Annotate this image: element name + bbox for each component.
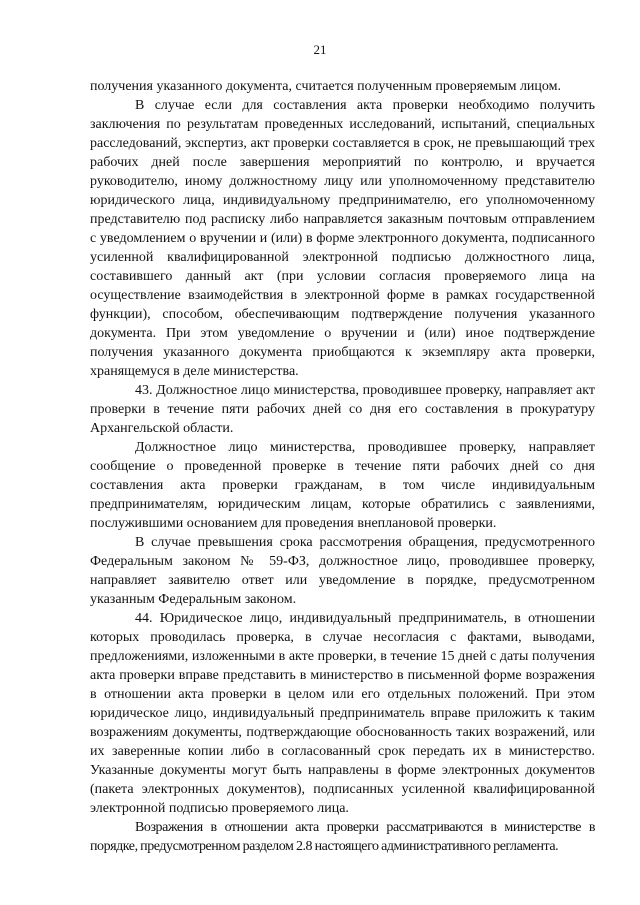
paragraph-deadline-exceeded: В случае превышения срока рассмотрения обращения, предусмотренного Федеральным законом № 59-ФЗ, должностное лицо, проводившее проверку, направляет заявителю ответ или уведомление в порядке, предусмотренном указанным Федеральным законом.	[90, 535, 595, 607]
paragraph-44: 44. Юридическое лицо, индивидуальный предприниматель, в отношении которых проводилась проверка, в случае несогласия с фактами, выводами, предложениями, изложенными в акте проверки, в течение 15 дней с даты получения акта проверки вправе представить в министерство в письменной форме возражения в отношении акта проверки в целом или его отдельных положений. При этом юридическое лицо, индивидуальный предприниматель вправе приложить к таким возражениям документы, подтверждающие обоснованность таких возражений, или их заверенные копии либо в согласованный срок передать их в министерство. Указанные документы могут быть направлены в форме электронных документов (пакета электронных документов), подписанных усиленной квалифицированной электронной подписью проверяемого лица.	[90, 611, 595, 816]
document-body	[90, 77, 595, 856]
paragraph-notification: Должностное лицо министерства, проводившее проверку, направляет сообщение о проведенной проверке в течение пяти рабочих дней со дня составления акта проверки гражданам, в том числе индивидуальным предпринимателям, юридическим лицам, которые обратились с заявлениями, послужившими основанием для проведения внеплановой проверки.	[90, 440, 595, 531]
paragraph-act-delivery: В случае если для составления акта проверки необходимо получить заключения по результатам проведенных исследований, испытаний, специальных расследований, экспертиз, акт проверки составляется в срок, не превышающий трех рабочих дней после завершения мероприятий по контролю, и вручается руководителю, иному должностному лицу или уполномоченному представителю юридического лица, индивидуальному предпринимателю, его уполномоченному представителю под расписку либо направляется заказным почтовым отправлением с уведомлением о вручении и (или) в форме электронного документа, подписанного усиленной квалифицированной электронной подписью должностного лица, составившего данный акт (при условии согласия проверяемого лица на осуществление взаимодействия в электронной форме в рамках государственной функции), способом, обеспечивающим подтверждение получения указанного документа. При этом уведомление о вручении и (или) иное подтверждение получения указанного документа приобщаются к экземпляру акта проверки, хранящемуся в деле министерства.	[90, 98, 595, 379]
page-number: 21	[313, 42, 327, 57]
paragraph-43: 43. Должностное лицо министерства, проводившее проверку, направляет акт проверки в течение пяти рабочих дней со дня его составления в прокуратуру Архангельской области.	[90, 383, 595, 436]
paragraph-objections: Возражения в отношении акта проверки рассматриваются в министерстве в порядке, предусмотренном разделом 2.8 настоящего административного регламента.	[90, 820, 595, 854]
paragraph-continuation: получения указанного документа, считается полученным проверяемым лицом.	[90, 79, 562, 94]
